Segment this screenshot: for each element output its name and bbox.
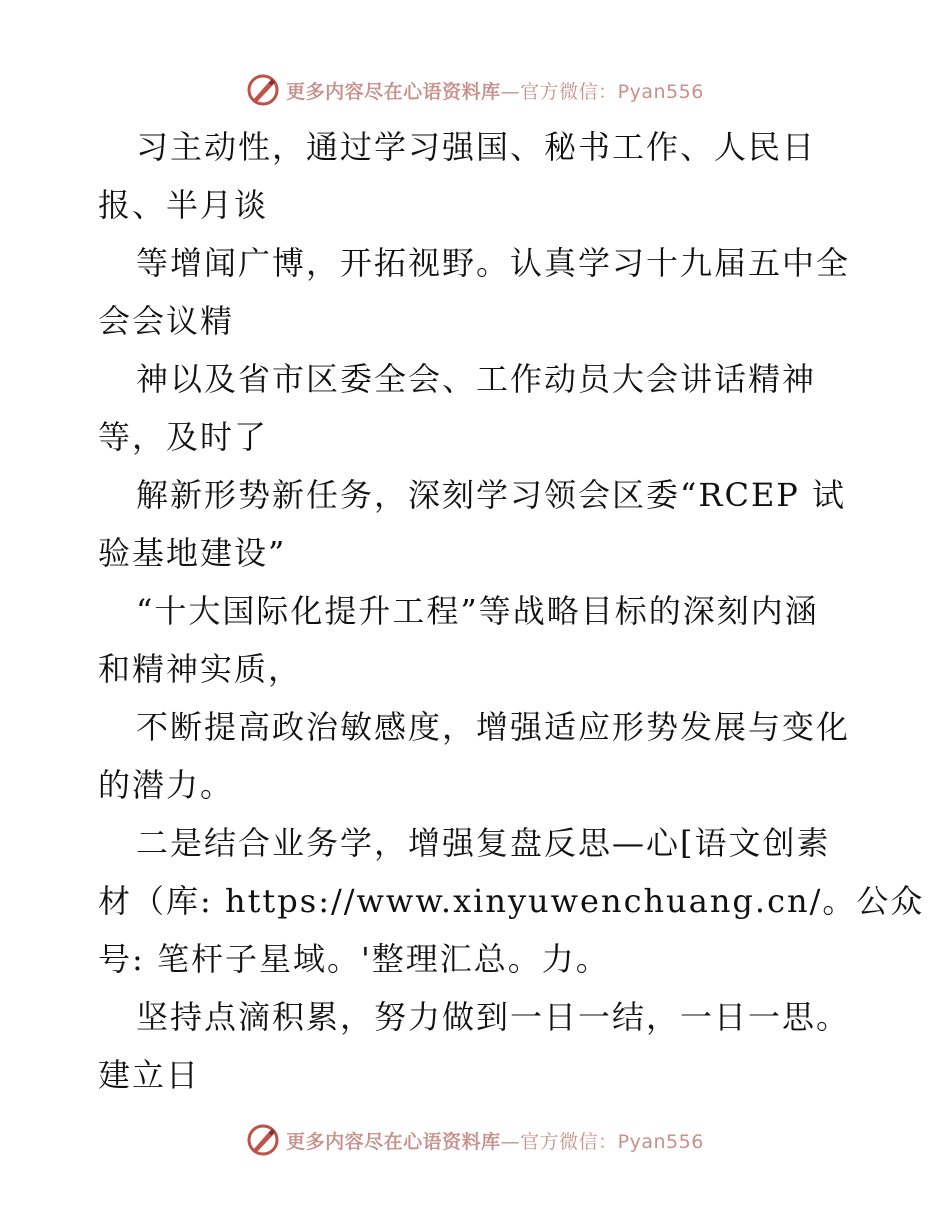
footer-banner-wechat: —官方微信：Pyan556 <box>500 1130 704 1153</box>
body-line: 会会议精 <box>98 302 235 340</box>
header-banner-wechat: —官方微信：Pyan556 <box>500 80 704 103</box>
body-line: 不断提高政治敏感度，增强适应形势发展与变化 <box>136 708 851 746</box>
body-line: 的潜力。 <box>98 766 235 804</box>
body-line: 等，及时了 <box>98 418 269 456</box>
body-line: “十大国际化提升工程”等战略目标的深刻内涵 <box>136 592 819 630</box>
body-line: 等增闻广博，开拓视野。认真学习十九届五中全 <box>136 244 851 282</box>
body-line: 二是结合业务学，增强复盘反思—心[语文创素 <box>136 824 831 862</box>
body-line: 习主动性，通过学习强国、秘书工作、人民日 <box>136 128 817 166</box>
document-body <box>98 118 925 1104</box>
body-line: 坚持点滴积累，努力做到一日一结，一日一思。 <box>136 998 851 1036</box>
pen-logo-icon <box>246 1123 280 1157</box>
body-line: 号: 笔杆子星域。'整理汇总。力。 <box>98 940 610 978</box>
header-banner-main: 更多内容尽在心语资料库 <box>286 80 501 103</box>
body-line: 验基地建设” <box>98 534 287 572</box>
body-line: 材（库: https://www.xinyuwenchuang.cn/。公众 <box>98 882 925 920</box>
footer-banner <box>0 1120 950 1160</box>
body-line: 报、半月谈 <box>98 186 269 224</box>
body-line: 和精神实质， <box>98 650 303 688</box>
footer-banner-text <box>286 1127 704 1154</box>
header-banner-text <box>286 77 704 104</box>
footer-banner-main: 更多内容尽在心语资料库 <box>286 1130 501 1153</box>
body-line: 建立日 <box>98 1056 201 1094</box>
body-line: 神以及省市区委全会、工作动员大会讲话精神 <box>136 360 817 398</box>
body-line: 解新形势新任务，深刻学习领会区委“RCEP 试 <box>136 476 847 514</box>
header-banner <box>0 70 950 110</box>
pen-logo-icon <box>246 73 280 107</box>
